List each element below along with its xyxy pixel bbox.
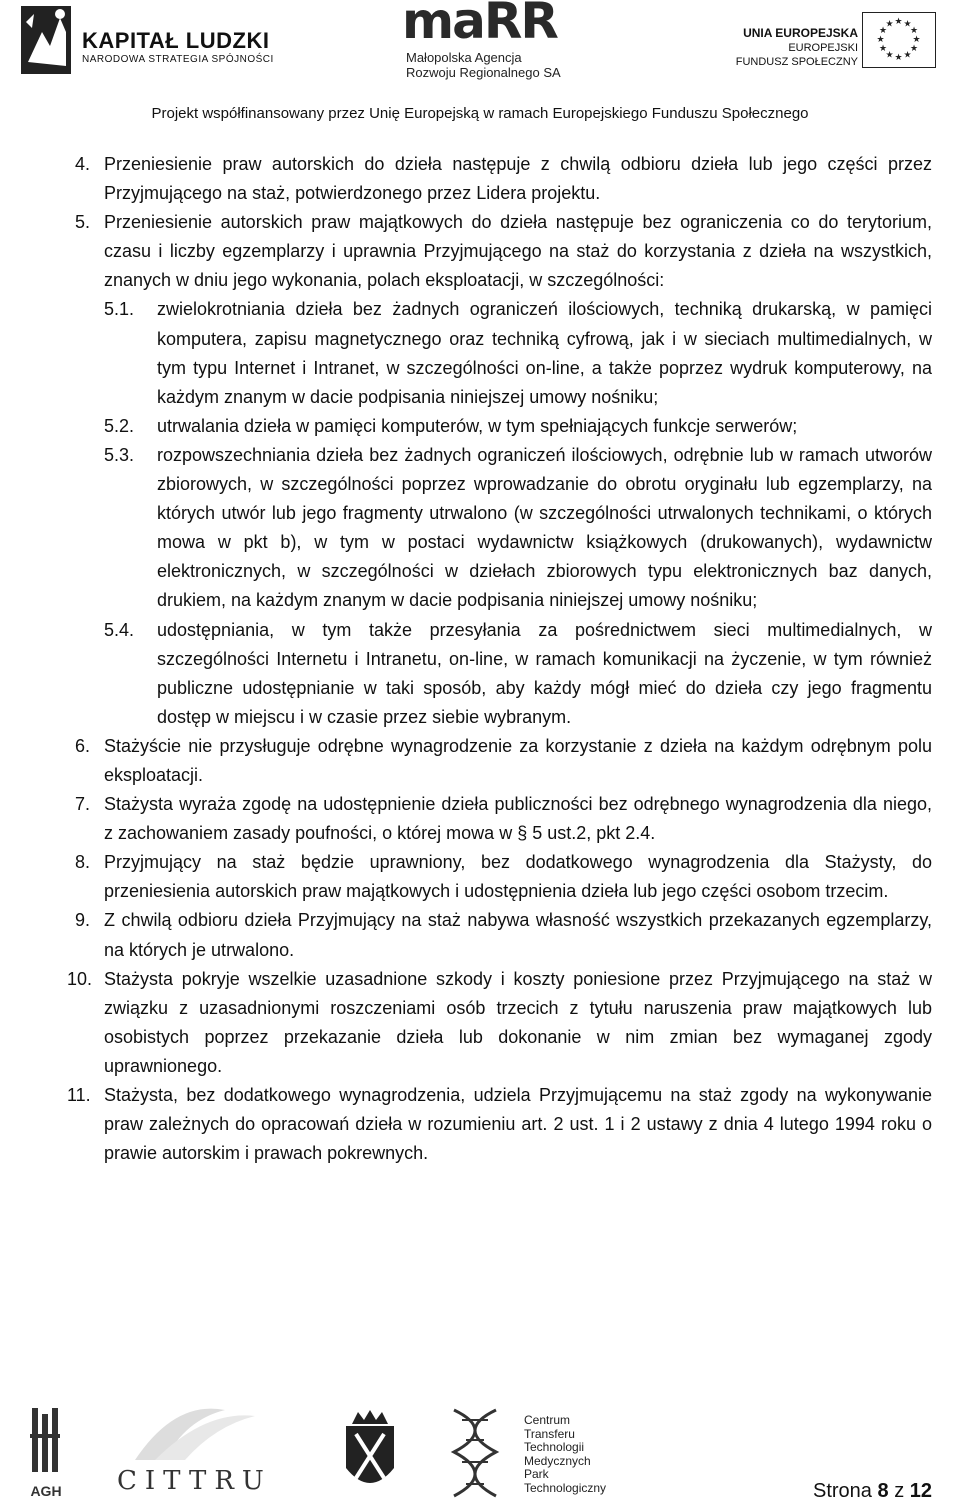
svg-text:★: ★ bbox=[876, 35, 885, 45]
agh-logo bbox=[28, 1406, 68, 1500]
ctt-line: Transferu bbox=[524, 1426, 575, 1441]
ctt-line: Technologiczny bbox=[524, 1480, 607, 1495]
svg-text:★: ★ bbox=[885, 19, 894, 30]
document-body bbox=[0, 150, 960, 1168]
kapital-ludzki-subtitle: NARODOWA STRATEGIA SPÓJNOŚCI bbox=[82, 54, 274, 65]
agh-label: AGH bbox=[30, 1483, 62, 1499]
clause-7 bbox=[0, 790, 960, 848]
clause-number: 11. bbox=[67, 1085, 91, 1105]
ctt-line: Park bbox=[524, 1467, 549, 1481]
clause-8 bbox=[0, 848, 960, 906]
svg-text:★: ★ bbox=[894, 53, 903, 63]
clause-5-3 bbox=[0, 441, 960, 616]
cittru-logo bbox=[115, 1400, 295, 1500]
eu-stars-flag-icon bbox=[862, 12, 936, 68]
agh-emblem-icon bbox=[28, 1406, 68, 1500]
page-separator: z bbox=[894, 1480, 905, 1502]
clause-number: 5. bbox=[75, 212, 91, 233]
clause-text: Stażysta wyraża zgodę na udostępnienie dzieła publiczności bez odrębnego wynagrodzenia dla niego, z zachowaniem zasady poufności, o której mowa w § 5 ust.2, pkt 2.4. bbox=[104, 794, 932, 844]
ctt-line: Centrum bbox=[524, 1413, 571, 1427]
clause-text: Z chwilą odbioru dzieła Przyjmujący na staż nabywa własność wszystkich przekazanych egzemplarzy, na których je utrwalono. bbox=[104, 910, 932, 960]
svg-text:★: ★ bbox=[903, 19, 912, 30]
ctt-line: Medycznych bbox=[524, 1453, 591, 1468]
eu-line1: UNIA EUROPEJSKA bbox=[743, 26, 858, 40]
marr-line1: Małopolska Agencja bbox=[406, 50, 522, 65]
svg-text:★: ★ bbox=[903, 50, 912, 61]
clause-5-2 bbox=[0, 412, 960, 441]
footer bbox=[0, 1400, 960, 1504]
clause-10 bbox=[0, 965, 960, 1081]
clause-4 bbox=[0, 150, 960, 208]
subclause-number: 5.1. bbox=[104, 299, 135, 320]
kapital-ludzki-title: KAPITAŁ LUDZKI bbox=[82, 28, 270, 53]
clause-11 bbox=[0, 1081, 960, 1168]
clause-5 bbox=[0, 208, 960, 295]
clause-text: Stażyście nie przysługuje odrębne wynagrodzenie za korzystanie z dzieła na każdym odrębnym polu eksploatacji. bbox=[104, 735, 932, 785]
svg-text:★: ★ bbox=[894, 17, 903, 27]
clause-text: Przyjmujący na staż będzie uprawniony, bez dodatkowego wynagrodzenia dla Stażysty, do przeniesienia autorskich praw majątkowych i udostępnienia dzieła lub jego części osobom trzecim. bbox=[104, 852, 932, 902]
page-label: Strona bbox=[813, 1480, 872, 1502]
clause-number: 9. bbox=[75, 910, 91, 931]
subclause-text: zwielokrotniania dzieła bez żadnych ograniczeń ilościowych, techniką drukarską, w pamięci komputera, zapisu magnetycznego oraz techniką cyfrową, jak i w sieciach multimedialnych, w tym typu Internet i Intranet, w szczególności on-line, a także poprzez wydruk komputerowy, na każdym znanym w dacie podpisania niniejszej umowy nośniku; bbox=[157, 299, 932, 407]
marr-logo bbox=[400, 0, 600, 84]
svg-text:★: ★ bbox=[912, 35, 921, 45]
ctt-line: Technologii bbox=[524, 1440, 585, 1454]
cittru-emblem-icon bbox=[115, 1400, 295, 1464]
jagiellonian-university-logo bbox=[340, 1408, 400, 1498]
eu-line3: FUNDUSZ SPOŁECZNY bbox=[735, 56, 858, 68]
clause-text: Przeniesienie autorskich praw majątkowych do dzieła następuje bez ograniczenia co do terytorium, czasu i liczby egzemplarzy i uprawnia Przyjmującego na staż do korzystania z dzieła na wszystkich, znanych w dniu jego wykonania, polach eksploatacji, w szczególności: bbox=[104, 212, 932, 291]
svg-text:★: ★ bbox=[878, 26, 888, 36]
subclause-text: rozpowszechniania dzieła bez żadnych ograniczeń ilościowych, odrębnie lub w ramach utworów zbiorowych, w szczególności poprzez wprowadzanie do obrotu oryginału lub egzemplarzy, na których utwór lub jego fragmenty utrwalono (w szczególności utrwalonych technikami, o których mowa w pkt b), w tym w postaci wydawnictw książkowych (drukowanych), wydawnictw elektronicznych, w szczególności w dziełach zbiorowych typu elektronicznych baz danych, drukiem, na każdym znanym w dacie podpisania niniejszej umowy nośniku; bbox=[157, 444, 932, 611]
cittru-wordmark: CITTRU bbox=[117, 1466, 272, 1496]
subclause-text: utrwalania dzieła w pamięci komputerów, w tym spełniających funkcje serwerów; bbox=[157, 415, 798, 436]
clause-6 bbox=[0, 732, 960, 790]
svg-text:★: ★ bbox=[878, 44, 888, 54]
svg-text:★: ★ bbox=[885, 50, 894, 61]
marr-wordmark: maRR bbox=[402, 0, 557, 50]
crown-crossed-sceptres-icon bbox=[340, 1408, 400, 1498]
eu-logo bbox=[730, 17, 940, 76]
subclause-number: 5.4. bbox=[104, 619, 135, 640]
svg-text:★: ★ bbox=[909, 26, 919, 36]
ctt-park-logo-text bbox=[524, 1414, 606, 1495]
page-current: 8 bbox=[877, 1480, 889, 1502]
eu-line2: EUROPEJSKI bbox=[788, 42, 858, 54]
clause-text: Stażysta pokryje wszelkie uzasadnione szkody i koszty poniesione przez Przyjmującego na staż w związku z uzasadnionymi roszczeniami osób trzecich z tytułu naruszenia praw majątkowych lub osobistych poprzez przekazanie dzieła lub dokonanie w nim zmian bez wymaganej zgody uprawnionego. bbox=[104, 968, 932, 1076]
clause-5-4 bbox=[0, 616, 960, 732]
svg-text:★: ★ bbox=[909, 44, 919, 54]
clause-5-1 bbox=[0, 295, 960, 411]
clause-number: 10. bbox=[67, 968, 93, 989]
marr-line2: Rozwoju Regionalnego SA bbox=[406, 65, 561, 80]
project-cofinancing-line: Projekt współfinansowany przez Unię Europejską w ramach Europejskiego Funduszu Społecznego bbox=[151, 105, 809, 122]
subclause-number: 5.2. bbox=[104, 415, 135, 436]
dna-helix-icon bbox=[440, 1406, 510, 1500]
kapital-ludzki-emblem-icon bbox=[20, 2, 80, 80]
dna-helix-logo bbox=[440, 1406, 510, 1500]
clause-number: 8. bbox=[75, 852, 91, 873]
clause-number: 6. bbox=[75, 735, 91, 756]
page-total: 12 bbox=[909, 1480, 932, 1502]
page-number bbox=[813, 1480, 932, 1503]
subclause-number: 5.3. bbox=[104, 444, 135, 465]
kapital-ludzki-logo bbox=[20, 2, 290, 82]
clause-number: 7. bbox=[75, 794, 91, 815]
clause-text: Stażysta, bez dodatkowego wynagrodzenia, udziela Przyjmującemu na staż zgody na wykonywanie praw zależnych do opracowań dzieła w rozumieniu art. 2 ust. 1 i 2 ustawy z dnia 4 lutego 1994 roku o prawie autorskim i prawach pokrewnych. bbox=[104, 1085, 932, 1164]
clause-9 bbox=[0, 906, 960, 964]
subclause-text: udostępniania, w tym także przesyłania za pośrednictwem sieci multimedialnych, w szczególności Internetu i Intranetu, on-line, w ramach komunikacji na życzenie, w tym również publiczne udostępnianie w taki sposób, aby każdy mógł mieć do dzieła czy jego fragmentu dostęp w miejscu i w czasie przez siebie wybranym. bbox=[157, 619, 932, 727]
clause-text: Przeniesienie praw autorskich do dzieła następuje z chwilą odbioru dzieła lub jego części przez Przyjmującego na staż, potwierdzonego przez Lidera projektu. bbox=[104, 154, 932, 204]
clause-number: 4. bbox=[75, 154, 91, 174]
